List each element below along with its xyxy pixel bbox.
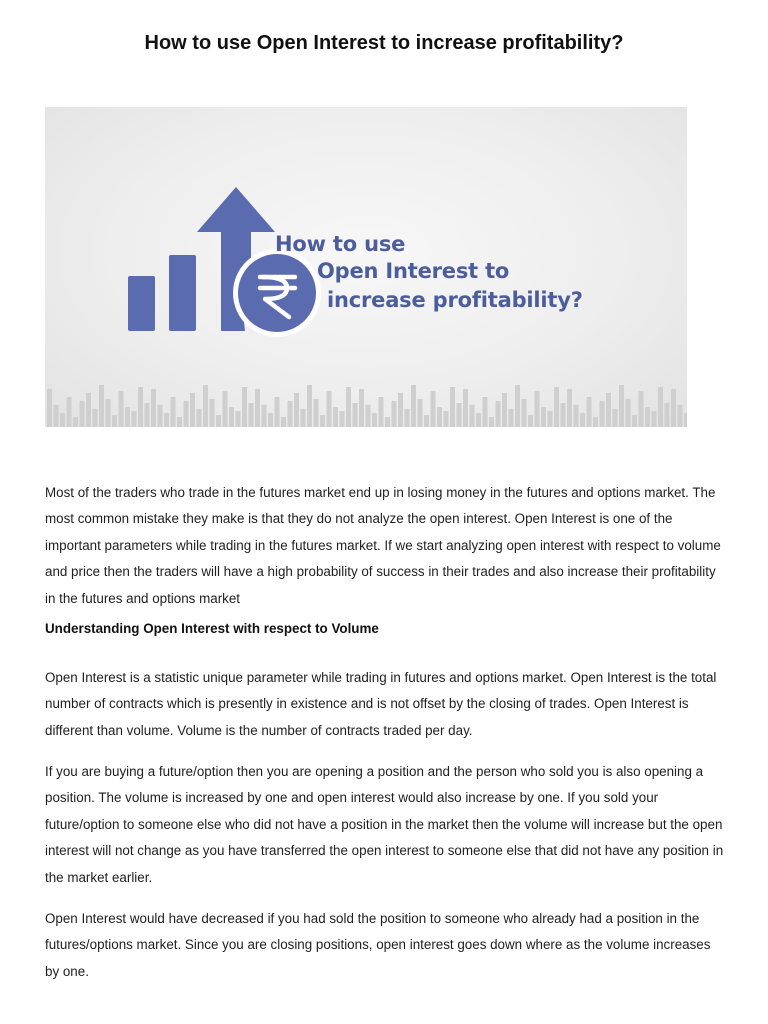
waveform-bar [379,397,384,427]
waveform-bar [353,403,358,427]
banner-line-3: increase profitability? [327,288,583,312]
waveform-bar [346,387,351,427]
waveform-bar [54,405,59,427]
paragraph-closing: Open Interest would have decreased if you had sold the position to someone who already had a position in the futures/options market. Since you are closing positions, open interest goes down where as the volume increases by one. [45,911,711,979]
waveform-bar [411,385,416,427]
waveform-bar [645,407,650,427]
waveform-bar [125,407,130,427]
paragraph-definition: Open Interest is a statistic unique parameter while trading in futures and options market. Open Interest is the total number of contracts which is presently in existence and is not offset by the closing of trades. Open Interest is different than volume. Volume is the number of contracts traded per day. [45,670,717,738]
waveform-bar [502,393,507,427]
waveform-bar [47,389,52,427]
waveform-bar [372,413,377,427]
section-heading: Understanding Open Interest with respect to Volume [45,621,379,636]
waveform-bar [535,391,540,427]
waveform-bar [288,401,293,427]
waveform-bar [210,399,215,427]
waveform-bar [606,393,611,427]
waveform-bar [203,385,208,427]
waveform-bar [151,389,156,427]
waveform-bar [190,393,195,427]
waveform-bar [639,391,644,427]
waveform-bar [392,401,397,427]
waveform-bar [541,407,546,427]
waveform-bar [476,413,481,427]
banner-line-1: How to use [275,232,406,256]
waveform-bar [528,415,533,427]
waveform-bar [314,399,319,427]
waveform-bar [574,405,579,427]
waveform-bar [340,411,345,427]
waveform-bar [658,387,663,427]
waveform-bar [171,397,176,427]
banner-image [45,107,687,427]
waveform-bar [333,407,338,427]
waveform-bar [197,409,202,427]
waveform-bar [398,393,403,427]
waveform-bar [385,417,390,427]
waveform-bar [242,387,247,427]
waveform-bar [80,401,85,427]
waveform-bar [580,413,585,427]
waveform-bar [587,397,592,427]
waveform-bar [600,401,605,427]
waveform-bars [47,385,687,427]
waveform-bar [652,411,657,427]
waveform-bar [86,393,91,427]
waveform-bar [665,403,670,427]
waveform-bar [281,417,286,427]
waveform-bar [229,407,234,427]
waveform-bar [561,403,566,427]
waveform-bar [457,403,462,427]
waveform-bar [301,409,306,427]
waveform-bar [184,401,189,427]
waveform-bar [236,411,241,427]
bar-medium [169,255,196,331]
waveform-bar [216,415,221,427]
waveform-bar [359,389,364,427]
waveform-bar [418,399,423,427]
waveform-bar [431,391,436,427]
waveform-bar [223,391,228,427]
waveform-bar [93,409,98,427]
waveform-bar [307,385,312,427]
waveform-bar [632,415,637,427]
waveform-bar [522,399,527,427]
paragraph-buying: If you are buying a future/option then you are opening a position and the person who sold you is also opening a position. The volume is increased by one and open interest would also increase by one. If you sold your future/option to someone else who did not have a position in the market then the volume will increase but the open interest will not change as you have transferred the open interest to someone else that did not have any position in the market earlier. [45,764,724,885]
waveform-bar [60,413,65,427]
waveform-bar [483,397,488,427]
paragraph-intro: Most of the traders who trade in the futures market end up in losing money in the futures and options market. The most common mistake they make is that they do not analyze the open interest. Open Interest is one of the important parameters while trading in the futures market. If we start analyzing open interest with respect to volume and price then the traders will have a high probability of success in their trades and also increase their profitability in the futures and options market [45,485,721,606]
waveform-bar [470,405,475,427]
page-title: How to use Open Interest to increase profitability? [144,32,624,54]
waveform-bar [496,401,501,427]
waveform-bar [554,387,559,427]
waveform-bar [73,417,78,427]
waveform-bar [515,385,520,427]
waveform-bar [678,405,683,427]
waveform-bar [320,415,325,427]
waveform-bar [255,389,260,427]
waveform-bar [437,407,442,427]
waveform-bar [567,389,572,427]
waveform-bar [119,391,124,427]
waveform-bar [405,409,410,427]
waveform-bar [132,411,137,427]
waveform-bar [548,411,553,427]
waveform-bar [145,403,150,427]
waveform-bar [112,415,117,427]
waveform-bar [671,389,676,427]
waveform-bar [626,399,631,427]
waveform-bar [249,403,254,427]
waveform-bar [177,417,182,427]
waveform-bar [593,417,598,427]
waveform-bar [262,405,267,427]
waveform-bar [463,389,468,427]
waveform-bar [99,385,104,427]
waveform-bar [450,387,455,427]
waveform-bar [294,393,299,427]
waveform-bar [67,397,72,427]
waveform-bar [158,405,163,427]
waveform-bar [164,413,169,427]
waveform-bar [106,399,111,427]
waveform-bar [138,387,143,427]
waveform-bar [444,411,449,427]
waveform-bar [509,409,514,427]
waveform-bar [489,417,494,427]
waveform-bar [684,413,687,427]
bar-small [128,276,155,331]
waveform-bar [366,405,371,427]
waveform-bar [619,385,624,427]
waveform-bar [327,391,332,427]
waveform-bar [275,397,280,427]
waveform-bar [424,415,429,427]
waveform-bar [268,413,273,427]
waveform-bar [613,409,618,427]
banner-line-2: Open Interest to [317,259,510,283]
